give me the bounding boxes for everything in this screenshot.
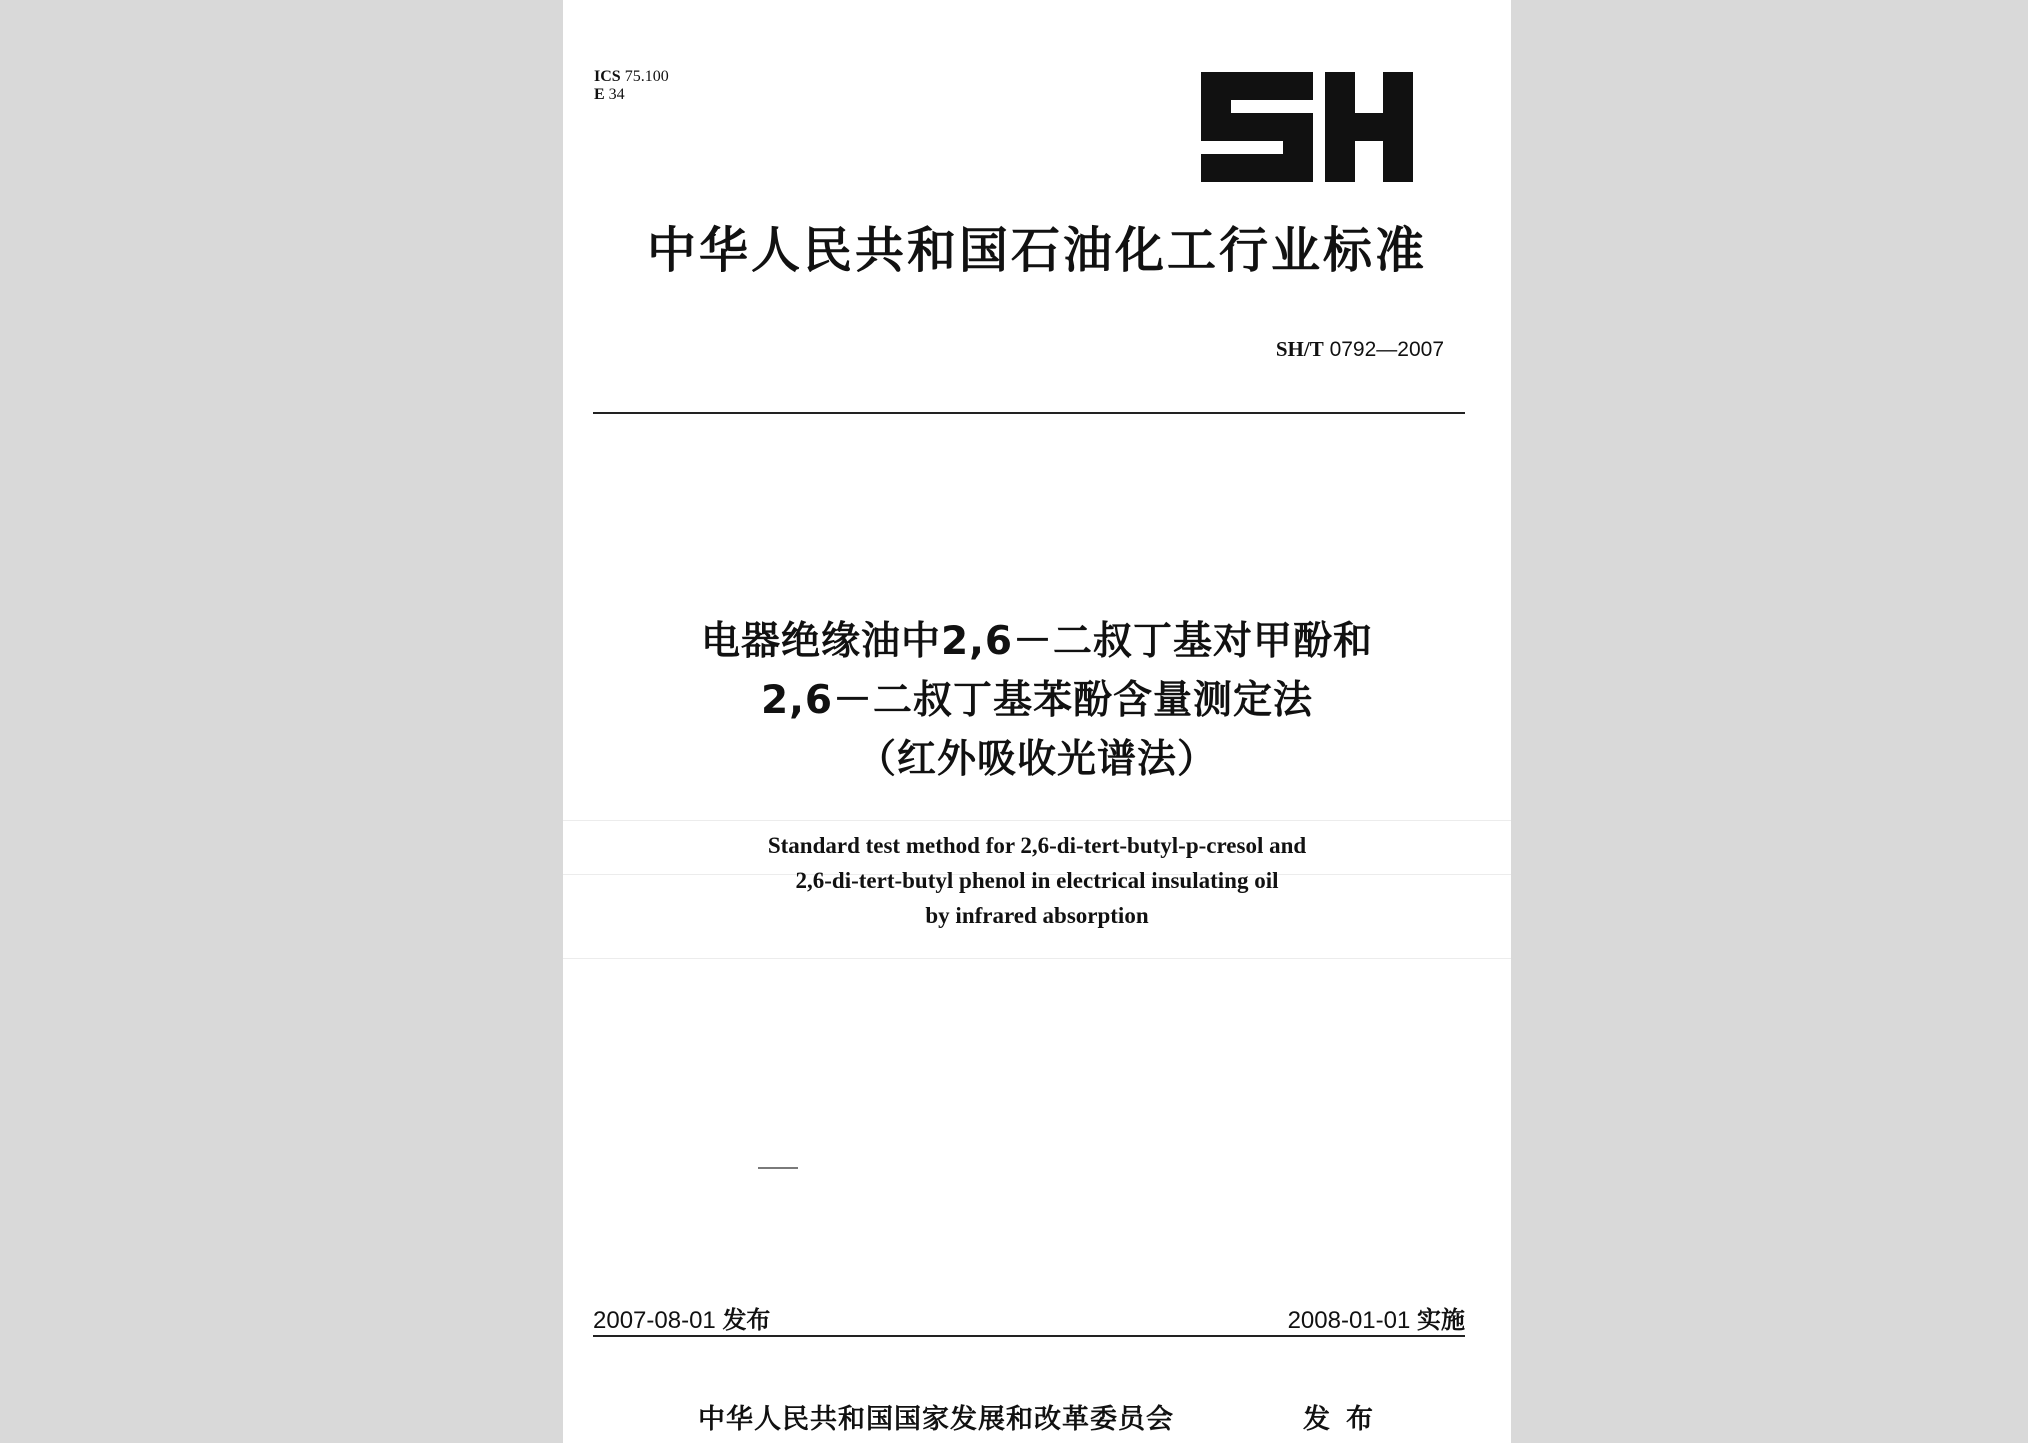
- scan-artifact-line: [563, 820, 1511, 821]
- ics-code: ICS 75.100: [594, 68, 669, 85]
- standard-number: SH/T 0792—2007: [1275, 337, 1444, 361]
- classification-codes: [594, 68, 669, 104]
- issue-date: 2007-08-01 发布: [593, 1307, 771, 1334]
- chinese-title: [563, 612, 1511, 789]
- header-rule: [593, 412, 1465, 414]
- english-title-line: 2,6-di-tert-butyl phenol in electrical insulating oil: [795, 868, 1279, 893]
- publisher-name: 中华人民共和国国家发展和改革委员会: [698, 1404, 1174, 1435]
- sh-logo: [1201, 72, 1413, 182]
- chinese-title-line: （红外吸收光谱法）: [856, 737, 1217, 782]
- organization-title: 中华人民共和国石油化工行业标准: [646, 222, 1427, 279]
- chinese-title-line: 2,6－二叔丁基苯酚含量测定法: [760, 678, 1314, 723]
- scan-artifact-line: [563, 958, 1511, 959]
- scan-speck: [758, 1167, 798, 1169]
- publish-label: 发布: [1303, 1404, 1389, 1435]
- english-title: [563, 828, 1511, 933]
- implementation-date: 2008-01-01 实施: [1287, 1307, 1465, 1334]
- footer-rule: [593, 1335, 1465, 1337]
- english-title-line: by infrared absorption: [925, 903, 1149, 928]
- ccs-code: E 34: [594, 86, 625, 103]
- chinese-title-line: 电器绝缘油中2,6－二叔丁基对甲酚和: [700, 619, 1374, 664]
- english-title-line: Standard test method for 2,6-di-tert-butyl-p-cresol and: [767, 833, 1307, 858]
- logo-letter-s: [1201, 72, 1313, 182]
- document-page: [563, 0, 1511, 1443]
- logo-letter-h: [1325, 72, 1413, 182]
